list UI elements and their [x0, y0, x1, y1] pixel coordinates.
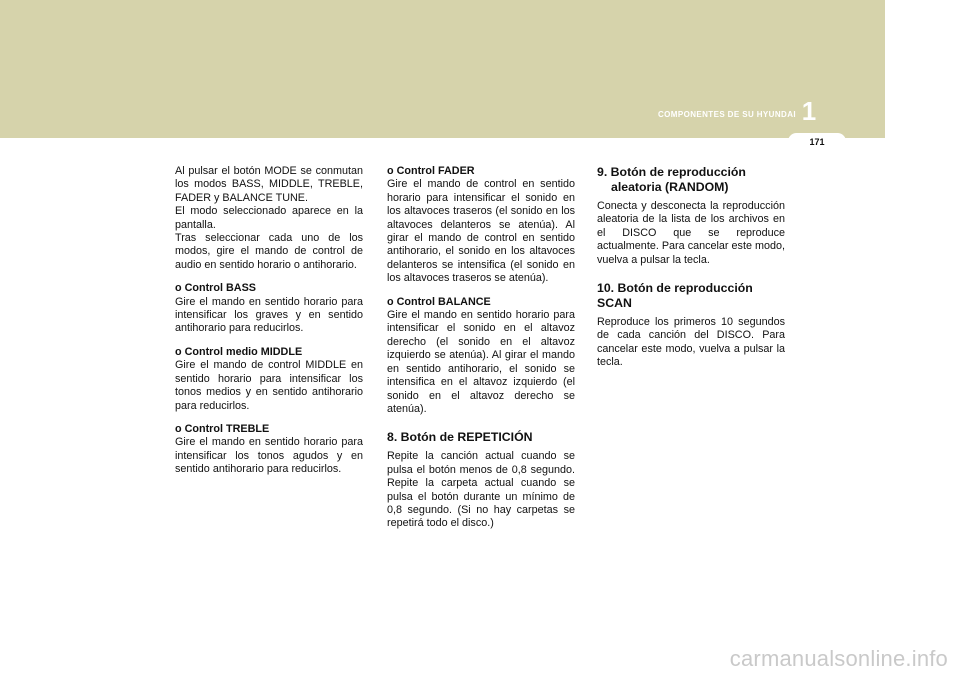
column-2 — [387, 165, 575, 541]
middle-text: Gire el mando de control MIDDLE en sentido horario para intensificar los tonos medios y en sentido antihorario para reducirlos. — [175, 359, 363, 412]
intro-text: Al pulsar el botón MODE se conmutan los modos BASS, MIDDLE, TREBLE, FADER y BALANCE TUNE. — [175, 165, 363, 204]
fader-section — [387, 165, 575, 286]
column-1 — [175, 165, 363, 487]
treble-section — [175, 423, 363, 477]
balance-section — [387, 296, 575, 417]
bass-section — [175, 282, 363, 336]
header-band-gap — [885, 0, 960, 138]
balance-title: o Control BALANCE — [387, 295, 491, 308]
middle-section — [175, 346, 363, 413]
balance-text: Gire el mando en sentido horario para intensificar el sonido en el altavoz derecho (el sonido en el altavoz izquierdo se atenúa). Al girar el mando en sentido antihorario, el sonido se intensifica en el altavoz izquierdo (el sonido en el altavoz derecho se atenúa). — [387, 309, 575, 415]
treble-text: Gire el mando en sentido horario para intensificar los tonos agudos y en sentido antihorario para reducirlos. — [175, 436, 363, 476]
fader-text: Gire el mando de control en sentido horario para intensificar el sonido en los altavoces traseros (el sonido en los altavoces delanteros se atenúa). Al girar el mando de control en sentido antihorario, el sonido en los altavoces delanteros se intensifica (el sonido en los altavoces traseros se atenúa). — [387, 178, 575, 285]
random-heading: 9. Botón de reproducción aleatoria (RANDOM) — [597, 165, 746, 194]
random-text: Conecta y desconecta la reproducción aleatoria de la lista de los archivos en el DISCO que se reproduce actualmente. Para cancelar este modo, vuelva a pulsar la tecla. — [597, 200, 785, 266]
repeat-heading: 8. Botón de REPETICIÓN — [387, 430, 533, 445]
treble-title: o Control TREBLE — [175, 422, 270, 435]
bass-text: Gire el mando en sentido horario para intensificar los graves y en sentido antihorario para reducirlos. — [175, 295, 363, 335]
page-number: 171 — [809, 137, 825, 147]
column-3 — [597, 165, 785, 380]
scan-heading: 10. Botón de reproducción SCAN — [597, 281, 753, 311]
repeat-text: Repite la canción actual cuando se pulsa el botón menos de 0,8 segundo. Repite la carpeta actual cuando se pulsa el botón durante un mínimo de 0,8 segundo. (Si no hay carpetas se repetirá todo el disco.) — [387, 450, 575, 530]
chapter-title: COMPONENTES DE SU HYUNDAI — [657, 110, 796, 119]
middle-title: o Control medio MIDDLE — [175, 345, 303, 358]
intro-text-3: Tras seleccionar cada uno de los modos, gire el mando de control de audio en sentido horario o antihorario. — [175, 232, 363, 271]
bass-title: o Control BASS — [175, 282, 256, 295]
intro-text-2: El modo seleccionado aparece en la pantalla. — [175, 205, 363, 231]
fader-title: o Control FADER — [387, 165, 475, 177]
intro-paragraph — [175, 165, 363, 272]
watermark: carmanualsonline.info — [729, 646, 948, 671]
chapter-number: 1 — [801, 96, 817, 126]
scan-text: Reproduce los primeros 10 segundos de cada canción del DISCO. Para cancelar este modo, vuelva a pulsar la tecla. — [597, 316, 785, 369]
